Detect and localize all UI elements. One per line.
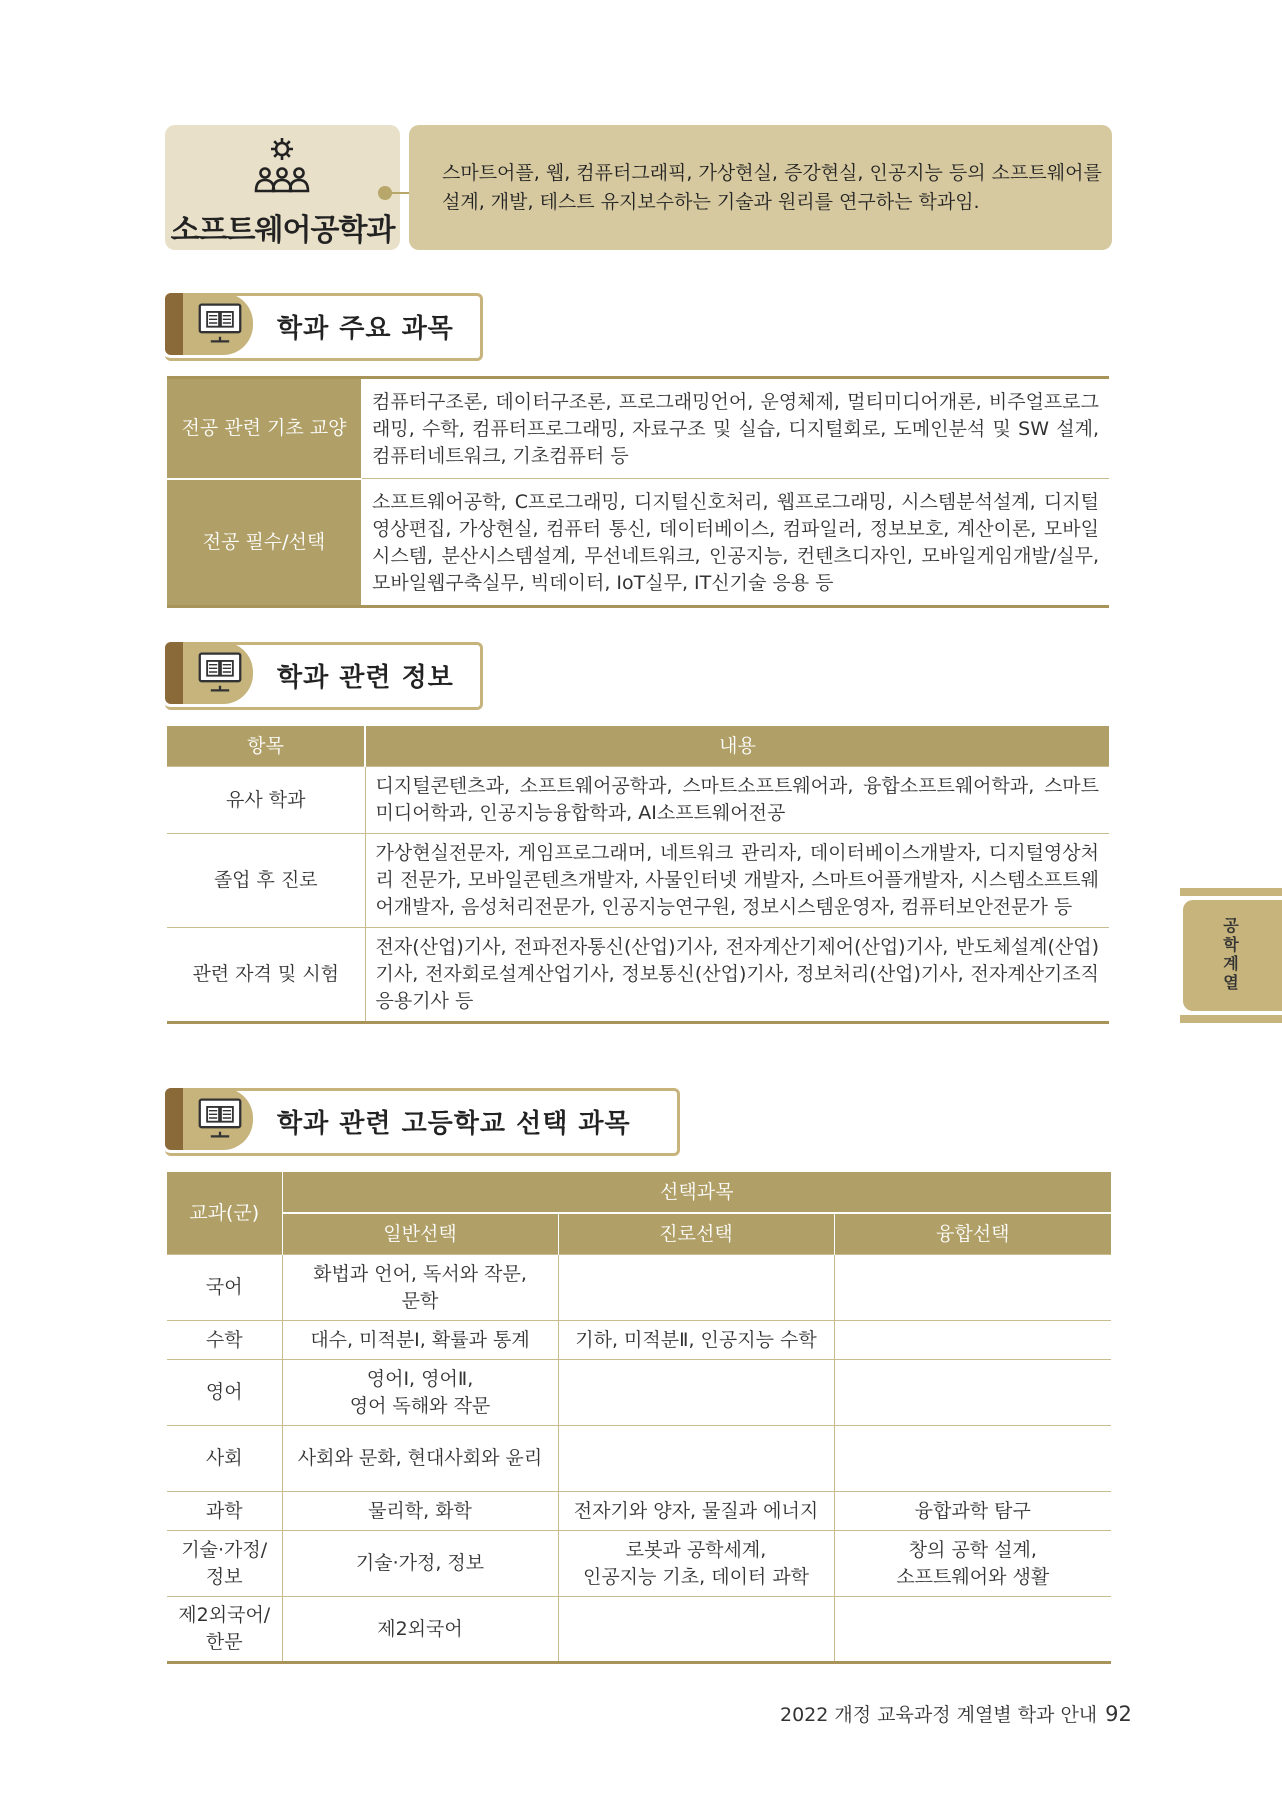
section-banner-major-courses [165,293,483,361]
row-label: 졸업 후 진로 [167,834,365,928]
fusion-cell [834,1597,1111,1663]
general-cell: 기술·가정, 정보 [282,1531,558,1597]
fusion-cell [834,1321,1111,1360]
general-cell: 화법과 언어, 독서와 작문, 문학 [282,1255,558,1321]
row-label: 전공 관련 기초 교양 [167,378,362,479]
table-row [167,767,1109,834]
fusion-cell: 창의 공학 설계, 소프트웨어와 생활 [834,1531,1111,1597]
table-row [167,1597,1111,1663]
general-cell: 사회와 문화, 현대사회와 윤리 [282,1426,558,1492]
fusion-cell [834,1360,1111,1426]
major-courses-table [167,376,1109,608]
section-title: 학과 관련 고등학교 선택 과목 [277,1109,631,1139]
gear-people-icon [251,135,313,197]
subject-cell: 수학 [167,1321,282,1360]
career-cell [558,1360,834,1426]
table-row [167,928,1109,1023]
table-row [167,1492,1111,1531]
subject-cell: 영어 [167,1360,282,1426]
table-row [167,1531,1111,1597]
section-title: 학과 주요 과목 [277,314,454,344]
general-cell: 영어Ⅰ, 영어Ⅱ, 영어 독해와 작문 [282,1360,558,1426]
row-label: 관련 자격 및 시험 [167,928,365,1023]
table-row [167,1360,1111,1426]
general-cell: 제2외국어 [282,1597,558,1663]
career-cell [558,1426,834,1492]
monitor-book-icon [197,650,243,694]
career-cell: 로봇과 공학세계, 인공지능 기초, 데이터 과학 [558,1531,834,1597]
table-row [167,1321,1111,1360]
subject-cell: 기술·가정/ 정보 [167,1531,282,1597]
table-row [167,1255,1111,1321]
table-row [167,834,1109,928]
row-value: 소프트웨어공학, C프로그래밍, 디지털신호처리, 웹프로그래밍, 시스템분석설계, 디지털영상편집, 가상현실, 컴퓨터 통신, 데이터베이스, 컴파일러, 정보보호, 계산이론, 모바일시스템, 분산시스템설계, 무선네트워크, 인공지능, 컨텐츠디자인, 모바일게임개발/실무, 모바일웹구축실무, 빅데이터, IoT실무, IT신기술 응용 등 [362,479,1110,607]
side-tab-label: 공학 계열 [1223,916,1239,992]
row-label: 유사 학과 [167,767,365,834]
table-header-row [167,726,1109,767]
career-cell [558,1255,834,1321]
career-cell [558,1597,834,1663]
column-header: 교과(군) [167,1172,282,1255]
column-header: 일반선택 [282,1213,558,1255]
table-row [167,479,1109,607]
column-header: 진로선택 [558,1213,834,1255]
fusion-cell: 융합과학 탐구 [834,1492,1111,1531]
section-banner-related-info [165,642,483,710]
row-label: 전공 필수/선택 [167,479,362,607]
section-title: 학과 관련 정보 [277,663,454,693]
table-header-row [167,1213,1111,1255]
table-header-row [167,1172,1111,1213]
department-title-box [165,125,400,250]
career-cell: 기하, 미적분Ⅱ, 인공지능 수학 [558,1321,834,1360]
subject-cell: 국어 [167,1255,282,1321]
related-info-table [167,726,1109,1024]
monitor-book-icon [197,1096,243,1140]
row-value: 전자(산업)기사, 전파전자통신(산업)기사, 전자계산기제어(산업)기사, 반도체설계(산업)기사, 전자회로설계산업기사, 정보통신(산업)기사, 정보처리(산업)기사, 전자계산기조직응용기사 등 [365,928,1109,1023]
department-title: 소프트웨어공학과 [170,213,395,248]
subject-cell: 제2외국어/ 한문 [167,1597,282,1663]
side-tab-line [1180,888,1282,896]
row-value: 가상현실전문자, 게임프로그래머, 네트워크 관리자, 데이터베이스개발자, 디지털영상처리 전문가, 모바일콘텐츠개발자, 사물인터넷 개발자, 스마트어플개발자, 시스템소프트웨어개발자, 음성처리전문가, 인공지능연구원, 정보시스템운영자, 컴퓨터보안전문가 등 [365,834,1109,928]
fusion-cell [834,1255,1111,1321]
page-number: 92 [1105,1702,1132,1726]
subject-cell: 사회 [167,1426,282,1492]
column-header: 항목 [167,726,365,767]
subject-cell: 과학 [167,1492,282,1531]
department-description: 스마트어플, 웹, 컴퓨터그래픽, 가상현실, 증강현실, 인공지능 등의 소프트웨어를 설계, 개발, 테스트 유지보수하는 기술과 원리를 연구하는 학과임. [442,162,1102,213]
fusion-cell [834,1426,1111,1492]
connector-dot [378,186,392,200]
row-value: 디지털콘텐츠과, 소프트웨어공학과, 스마트소프트웨어과, 융합소프트웨어학과, 스마트미디어학과, 인공지능융합학과, AI소프트웨어전공 [365,767,1109,834]
footer-text: 2022 개정 교육과정 계열별 학과 안내 [780,1704,1098,1726]
column-group-header: 선택과목 [282,1172,1111,1213]
monitor-book-icon [197,301,243,345]
side-tab-line [1180,1015,1282,1023]
column-header: 융합선택 [834,1213,1111,1255]
general-cell: 물리학, 화학 [282,1492,558,1531]
department-description-box [409,125,1112,250]
general-cell: 대수, 미적분Ⅰ, 확률과 통계 [282,1321,558,1360]
high-school-courses-table [167,1172,1111,1664]
career-cell: 전자기와 양자, 물질과 에너지 [558,1492,834,1531]
section-banner-high-school-courses [165,1088,680,1156]
side-category-tab [1183,900,1282,1011]
column-header: 내용 [365,726,1109,767]
row-value: 컴퓨터구조론, 데이터구조론, 프로그래밍언어, 운영체제, 멀티미디어개론, 비주얼프로그래밍, 수학, 컴퓨터프로그래밍, 자료구조 및 실습, 디지털회로, 도메인분석 및 SW 설계, 컴퓨터네트워크, 기초컴퓨터 등 [372,391,1099,467]
table-row [167,1426,1111,1492]
page-footer [780,1700,1132,1727]
table-row [167,378,1109,479]
